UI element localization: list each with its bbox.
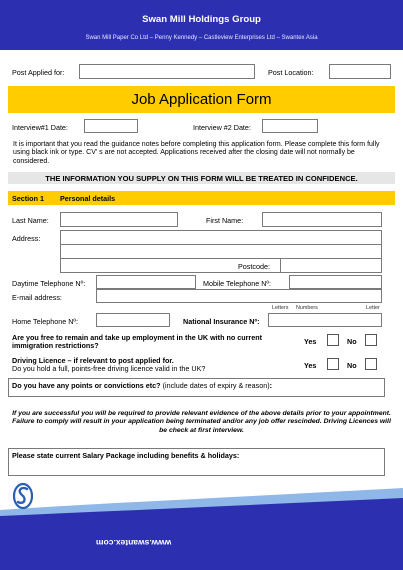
first-name-field[interactable] [262, 212, 382, 227]
uk-work-question-line2: immigration restrictions? [12, 341, 99, 350]
licence-yes-checkbox[interactable] [327, 358, 339, 370]
licence-yes-label: Yes [304, 361, 317, 370]
company-name: Swan Mill Holdings Group [142, 14, 261, 25]
post-applied-field[interactable] [79, 64, 255, 79]
email-label: E-mail address: [12, 293, 62, 302]
salary-field[interactable] [8, 448, 385, 476]
convictions-colon: : [269, 381, 273, 390]
post-applied-label: Post Applied for: [12, 68, 65, 77]
interview2-date-field[interactable] [262, 119, 318, 133]
address-line2-field[interactable] [60, 244, 382, 259]
last-name-field[interactable] [60, 212, 178, 227]
confidential-text: THE INFORMATION YOU SUPPLY ON THIS FORM WILL BE TREATED IN CONFIDENCE. [45, 173, 358, 183]
ni-number-field[interactable] [268, 313, 382, 327]
email-field[interactable] [96, 289, 382, 303]
ni-letters-heading: Letters [272, 305, 289, 311]
subsidiaries-line: Swan Mill Paper Co Ltd – Penny Kennedy – Castleview Enterprises Ltd – Swantex Asia [85, 35, 318, 41]
convictions-question: Do you have any points or convictions etc? [12, 381, 161, 390]
address-line1-field[interactable] [60, 230, 382, 245]
confidential-banner [8, 172, 395, 184]
ni-letter-heading: Letter [366, 305, 380, 311]
form-title-bar [8, 86, 395, 113]
uk-work-no-label: No [347, 337, 357, 346]
convictions-question-line [12, 381, 272, 390]
convictions-field[interactable] [8, 378, 385, 397]
interview1-label: Interview#1 Date: [12, 123, 68, 132]
home-tel-label: Home Telephone Nº: [12, 317, 79, 326]
postcode-field[interactable] [280, 258, 382, 273]
first-name-label: First Name: [206, 216, 244, 225]
licence-no-label: No [347, 361, 357, 370]
salary-label: Please state current Salary Package including benefits & holidays: [12, 451, 240, 460]
form-title: Job Application Form [131, 91, 272, 108]
evidence-notice: If you are successful you will be required to provide relevant evidence of the above details prior to your appointment. Failure to comply will result in your application being terminated and/or any job offer rescinded. Driving Licences will be check at first interview. [12, 410, 391, 434]
licence-question-line2: Do you hold a full, points-free driving licence valid in the UK? [12, 364, 206, 373]
uk-work-yes-label: Yes [304, 337, 317, 346]
last-name-label: Last Name: [12, 216, 49, 225]
uk-work-no-checkbox[interactable] [365, 334, 377, 346]
mobile-tel-label: Mobile Telephone Nº: [203, 279, 272, 288]
uk-work-question-line1: Are you free to remain and take up employment in the UK with no current [12, 333, 263, 342]
uk-work-yes-checkbox[interactable] [327, 334, 339, 346]
licence-question-line1: Driving Licence – if relevant to post applied for. [12, 356, 174, 365]
post-location-label: Post Location: [268, 68, 314, 77]
footer-banner [0, 516, 403, 570]
header-banner [0, 0, 403, 50]
interview2-label: Interview #2 Date: [193, 123, 251, 132]
home-tel-field[interactable] [96, 313, 170, 327]
postcode-label: Postcode: [238, 262, 270, 271]
mobile-tel-field[interactable] [289, 275, 382, 289]
section1-number: Section 1 [12, 194, 44, 203]
swan-s-logo-icon [12, 482, 34, 510]
post-location-field[interactable] [329, 64, 391, 79]
ni-numbers-heading: Numbers [296, 305, 318, 311]
section1-title: Personal details [60, 194, 116, 203]
guidance-text: It is important that you read the guidance notes before completing this application form. Please complete this form fully using black ink or type. CV' s are not accepted. Applications received after the closing date will not normally be considered. [13, 141, 380, 165]
convictions-hint: (include dates of expiry & reason) [162, 381, 270, 390]
footer-website[interactable]: www.swantex.com [96, 538, 172, 548]
daytime-tel-label: Daytime Telephone Nº: [12, 279, 86, 288]
interview1-date-field[interactable] [84, 119, 138, 133]
licence-no-checkbox[interactable] [365, 358, 377, 370]
section1-bar [8, 191, 395, 205]
address-label: Address: [12, 234, 41, 243]
daytime-tel-field[interactable] [96, 275, 196, 289]
ni-label: National Insurance Nº: [183, 317, 260, 326]
